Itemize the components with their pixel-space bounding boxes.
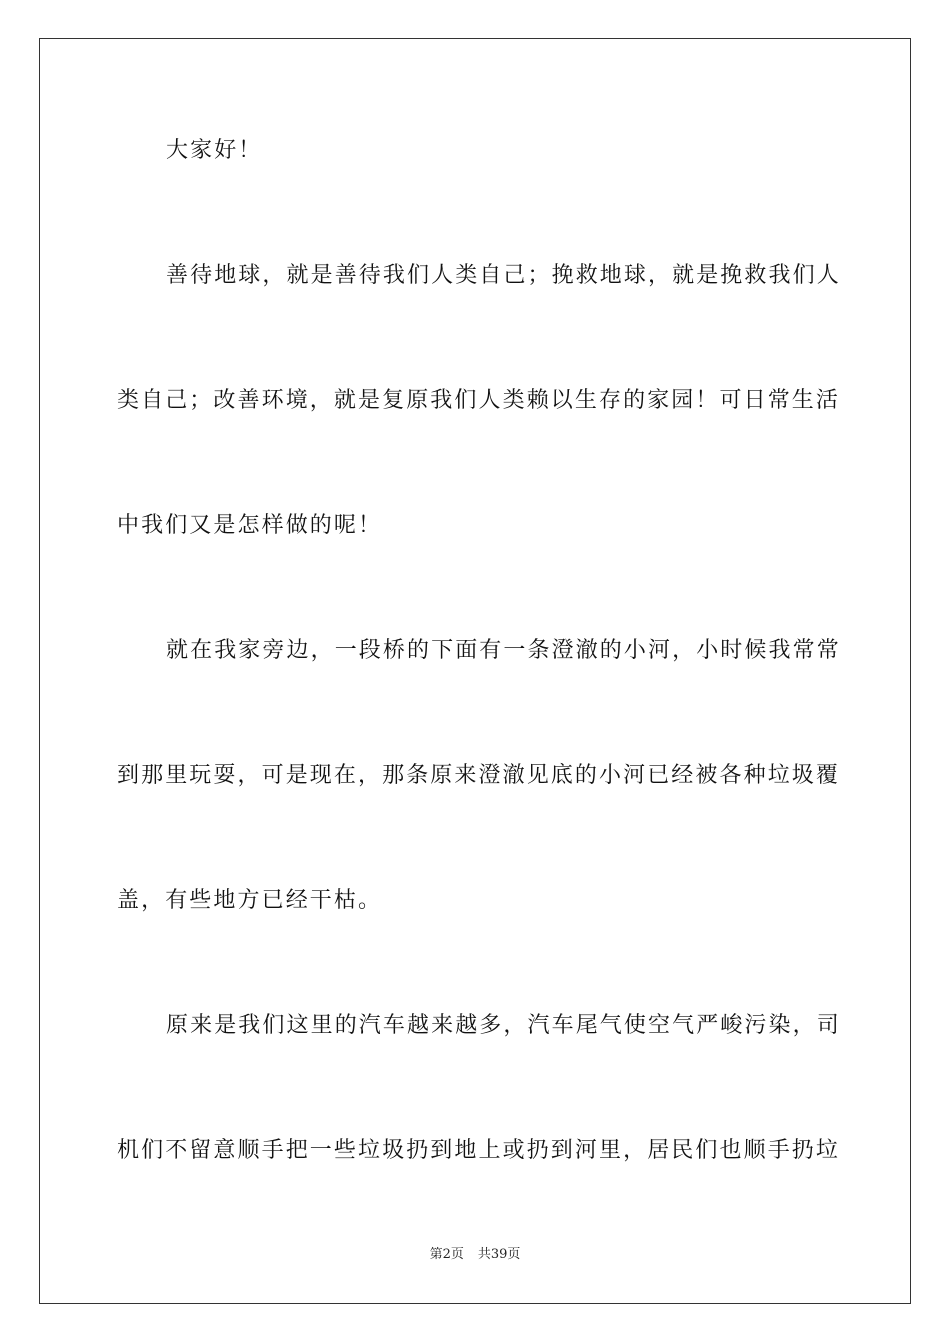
text-line: 中我们又是怎样做的呢！ [117, 513, 383, 538]
page-border [39, 38, 911, 1304]
text-line-greeting: 大家好！ [166, 138, 263, 163]
text-line: 类自己；改善环境，就是复原我们人类赖以生存的家园！可日常生活 [117, 388, 841, 413]
text-line: 善待地球，就是善待我们人类自己；挽救地球，就是挽救我们人 [166, 263, 841, 288]
text-line: 原来是我们这里的汽车越来越多，汽车尾气使空气严峻污染，司 [166, 1013, 841, 1038]
text-line: 到那里玩耍，可是现在，那条原来澄澈见底的小河已经被各种垃圾覆 [117, 763, 841, 788]
page-footer [0, 1246, 950, 1264]
page-total: 共39页 [477, 1247, 521, 1262]
text-line: 机们不留意顺手把一些垃圾扔到地上或扔到河里，居民们也顺手扔垃 [117, 1138, 841, 1163]
text-line: 就在我家旁边，一段桥的下面有一条澄澈的小河，小时候我常常 [166, 638, 841, 663]
text-line: 盖，有些地方已经干枯。 [117, 888, 383, 913]
page-number: 第2页 [429, 1247, 464, 1262]
